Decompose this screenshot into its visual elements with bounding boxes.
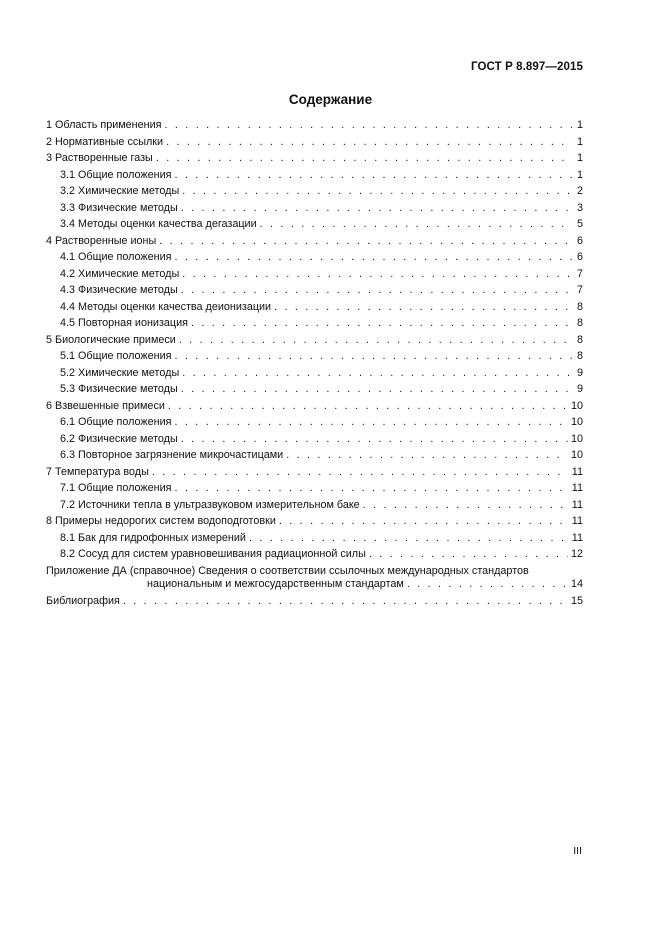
toc-leader-dots [166,136,572,148]
toc-leader-dots [175,169,573,181]
toc-page-number: 11 [571,515,583,527]
toc-entry-label: 5.1 Общие положения [60,350,172,362]
toc-entry-label: 5 Биологические примеси [46,333,176,346]
toc-leader-dots [286,449,568,461]
toc-page-number: 1 [576,119,583,131]
toc-entry[interactable] [46,499,583,516]
toc-entry[interactable] [46,136,583,153]
toc-leader-dots [179,334,572,346]
toc-leader-dots [175,482,569,494]
toc-page-number: 9 [576,383,583,395]
toc-leader-dots [274,301,572,313]
toc-entries [46,119,583,565]
toc-leader-dots [369,548,568,560]
toc-entry-label: 3.3 Физические методы [60,201,178,214]
toc-entry-label: 8.2 Сосуд для систем уравновешивания радиационной силы [60,548,366,560]
toc-entry[interactable] [46,383,583,400]
toc-entry-annex[interactable] [46,565,583,592]
toc-entry-label: 1 Область применения [46,119,162,131]
toc-page-number: 1 [576,168,583,181]
toc-entry[interactable] [46,317,583,334]
toc-leader-dots [123,595,568,607]
toc-leader-dots [165,119,573,131]
toc-entry-label: 7 Температура воды [46,465,149,478]
toc-page-number: 10 [570,416,583,428]
toc-entry[interactable] [46,251,583,268]
toc-leader-dots [191,317,572,329]
toc-entry[interactable] [46,433,583,450]
toc-leader-dots [182,185,572,197]
toc-leader-dots [181,433,568,445]
toc-page-number: 1 [576,135,583,148]
toc-entry-bibliography[interactable] [46,595,583,612]
toc-page-number: 6 [576,234,583,247]
toc-entry[interactable] [46,466,583,483]
toc-entry[interactable] [46,169,583,186]
toc-leader-dots [181,383,572,395]
toc-entry-label: 4.3 Физические методы [60,284,178,296]
toc-leader-dots [260,218,572,230]
toc-leader-dots [279,515,569,527]
toc-entry[interactable] [46,235,583,252]
toc-leader-dots [168,400,568,412]
toc-page-number: 8 [576,333,583,346]
toc-leader-dots [182,367,572,379]
toc-page-number: 11 [571,465,583,478]
toc-entry-label: 3.4 Методы оценки качества дегазации [60,218,257,230]
toc-page-number: 8 [576,350,583,362]
toc-leader-dots [181,284,572,296]
toc-page-number: 10 [570,399,583,412]
toc-entry-label: 5.2 Химические методы [60,366,180,379]
toc-page-number: 9 [576,366,583,379]
toc-page-number: 5 [576,218,583,230]
toc-entry-label: 4.1 Общие положения [60,251,172,263]
toc-entry[interactable] [46,515,583,532]
toc-page-number: 7 [576,267,583,280]
toc-page-number: 6 [576,251,583,263]
toc-page-number: 11 [571,498,583,511]
toc-entry[interactable] [46,119,583,136]
toc-page-number: 11 [571,482,583,494]
toc-leader-dots [182,268,572,280]
toc-leader-dots [181,202,572,214]
toc-entry[interactable] [46,482,583,499]
toc-page-number: 11 [571,531,583,544]
toc-entry-label: Библиография [46,594,120,607]
toc-page-number: 10 [570,449,583,461]
table-of-contents [46,119,583,611]
toc-entry-label: 8.1 Бак для гидрофонных измерений [60,531,246,544]
toc-page-number: 10 [570,432,583,445]
toc-leader-dots [363,499,569,511]
toc-leader-dots [159,235,572,247]
document-code: ГОСТ Р 8.897—2015 [471,61,583,73]
toc-leader-dots [249,532,569,544]
toc-entry[interactable] [46,400,583,417]
toc-leader-dots [152,466,569,478]
toc-page-number: 1 [576,152,583,164]
toc-leader-dots [175,251,573,263]
toc-entry-label: 4.4 Методы оценки качества деионизации [60,300,272,313]
toc-entry[interactable] [46,218,583,235]
toc-entry-label: 7.2 Источники тепла в ультразвуковом измерительном баке [60,498,360,511]
toc-entry-label: 6.3 Повторное загрязнение микрочастицами [60,449,284,461]
toc-page-number: 8 [576,300,583,313]
toc-entry-label: 8 Примеры недорогих систем водоподготовки [46,515,276,527]
annex-title-line-2-row [46,578,583,592]
toc-entry-label: 6.2 Физические методы [60,432,178,445]
toc-page-number: 8 [576,317,583,329]
toc-entry[interactable] [46,416,583,433]
toc-leader-dots [407,578,568,592]
toc-leader-dots [175,350,573,362]
toc-entry-label: 6 Взвешенные примеси [46,399,165,412]
toc-title: Содержание [288,92,373,107]
toc-entry-label: 5.3 Физические методы [60,383,178,395]
toc-entry[interactable] [46,284,583,301]
toc-entry-label: 3.1 Общие положения [60,168,172,181]
toc-page-number: 7 [576,284,583,296]
toc-entry-label: 4.5 Повторная ионизация [60,317,188,329]
toc-entry-label: 6.1 Общие положения [60,416,172,428]
toc-entry[interactable] [46,268,583,285]
annex-title-line-2: национальным и межгосударственным стандартам [147,578,404,590]
toc-entry[interactable] [46,334,583,351]
annex-title-line-1: Приложение ДА (справочное) Сведения о соответствии ссылочных международных стандартов [46,564,529,577]
toc-entry-label: 4.2 Химические методы [60,267,180,280]
toc-entry[interactable] [46,532,583,549]
toc-entry[interactable] [46,301,583,318]
toc-page-number: 12 [570,548,583,560]
toc-entry[interactable] [46,202,583,219]
toc-entry-label: 3.2 Химические методы [60,185,180,197]
toc-page-number: 15 [570,594,583,607]
toc-entry-label: 2 Нормативные ссылки [46,135,164,148]
toc-leader-dots [175,416,568,428]
toc-page-number: 3 [576,201,583,214]
toc-entry[interactable] [46,350,583,367]
toc-page-number: 14 [570,578,583,590]
toc-entry[interactable] [46,185,583,202]
toc-entry-label: 7.1 Общие положения [60,482,172,494]
toc-entry-label: 3 Растворенные газы [46,152,153,164]
toc-entry-label: 4 Растворенные ионы [46,234,157,247]
toc-entry[interactable] [46,449,583,466]
toc-entry[interactable] [46,548,583,565]
toc-leader-dots [156,152,572,164]
page-number: III [573,845,582,857]
toc-entry[interactable] [46,152,583,169]
toc-entry[interactable] [46,367,583,384]
toc-page-number: 2 [576,185,583,197]
